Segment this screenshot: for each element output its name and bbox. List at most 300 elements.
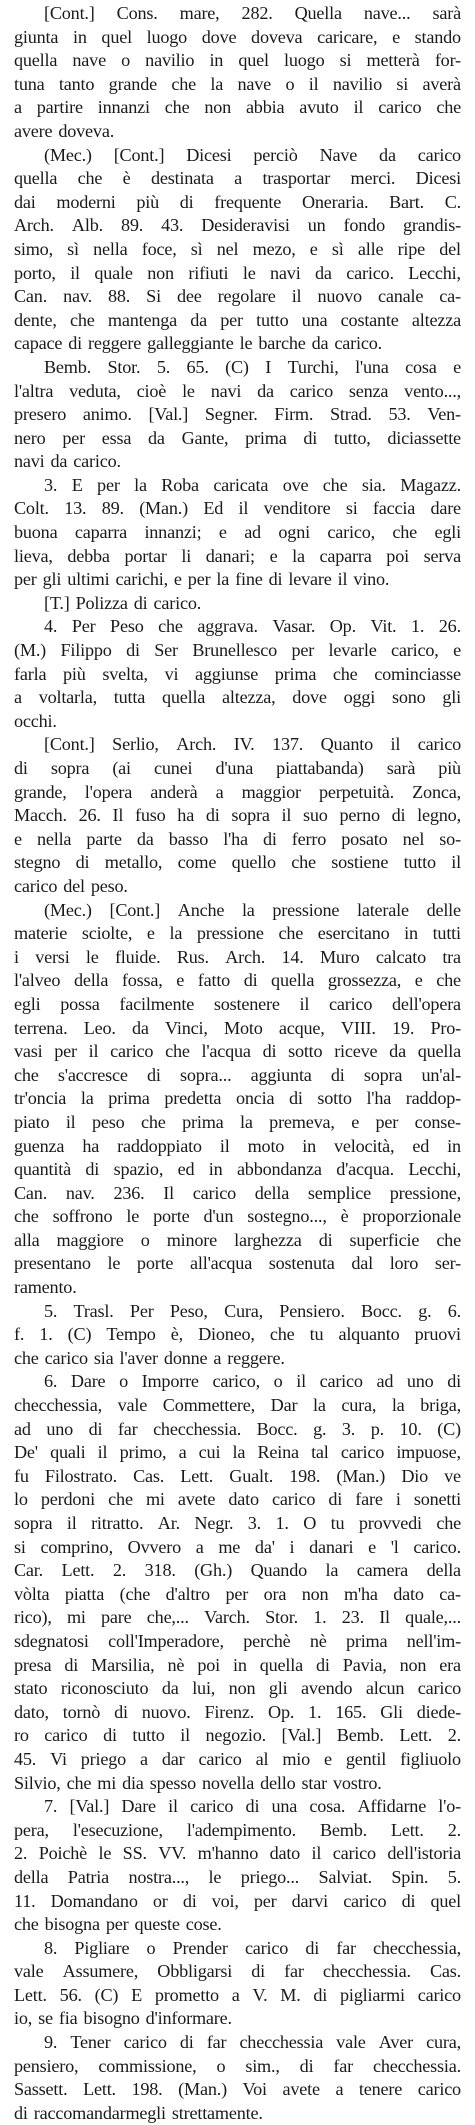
word: Zonca, [412, 781, 461, 802]
text-line [14, 1111, 461, 1135]
word: l'opera [84, 781, 133, 802]
word: di [64, 1654, 79, 1675]
word: carico [44, 1725, 88, 1746]
word: Stor. [107, 356, 141, 377]
word: Per [129, 1300, 154, 1321]
word: perchè [243, 1630, 291, 1651]
word: reggere. [227, 1347, 285, 1368]
word: (Mec.) [44, 899, 92, 920]
word: carico. [346, 262, 394, 283]
word: da [161, 1678, 179, 1699]
word: carico [319, 1371, 363, 1392]
word: bisogno [83, 2008, 140, 2029]
word: carico [417, 2079, 461, 2100]
word: Patria [67, 1866, 110, 1887]
word: novella [201, 1772, 255, 1793]
word: sciolte, [81, 923, 133, 944]
word: che [141, 1111, 166, 1132]
word: buona [14, 522, 58, 543]
word: Pensiero. [279, 1300, 345, 1321]
word: Arch. [14, 215, 54, 236]
text-line [14, 946, 461, 970]
word: Magazz. [400, 474, 461, 495]
word: Quando [250, 1560, 307, 1581]
word: che [14, 1347, 39, 1368]
word: tr'oncia [14, 1088, 67, 1109]
word: di [88, 1418, 103, 1439]
text-line [14, 474, 461, 498]
word: reggere [88, 333, 142, 354]
text-line [14, 1394, 461, 1418]
word: non [147, 262, 174, 283]
word: Lecchi, [408, 1159, 461, 1180]
word: pigliarmi [339, 1984, 405, 2005]
word: vale [336, 2032, 366, 2053]
word: nuovo. [141, 1701, 191, 1722]
word: nave... [363, 3, 411, 23]
word: costante [340, 309, 399, 330]
word: grande [108, 73, 157, 94]
word: Macch. [14, 805, 67, 826]
word: l'o- [438, 1796, 461, 1817]
word: o [273, 1371, 283, 1392]
word: l'aver [119, 1347, 158, 1368]
text-line [14, 1323, 461, 1347]
word: aggrava. [197, 616, 258, 637]
word: 236. [113, 1182, 145, 1203]
word: E [71, 474, 83, 495]
word: grossezza, [327, 970, 402, 991]
word: Segner. [204, 404, 258, 425]
word: cura, [341, 1395, 377, 1416]
word: cioè [136, 380, 167, 401]
word: 8. [44, 1937, 58, 1958]
word: Assumere, [62, 1961, 139, 1982]
word: Salviat. [318, 1866, 372, 1887]
word: sotto [317, 1088, 352, 1109]
word: Turchi, [287, 356, 339, 377]
word: raddop- [405, 1088, 461, 1109]
word: serva [423, 545, 461, 566]
word: e [453, 640, 461, 661]
word: donne [163, 1347, 208, 1368]
word: darvi [291, 1890, 329, 1911]
word: da [190, 309, 208, 330]
word: Il [163, 1182, 174, 1203]
word: strettamente. [171, 2102, 263, 2123]
word: carico. [153, 592, 202, 613]
word: Brunellesco [192, 640, 278, 661]
word: piatta [64, 1583, 105, 1604]
word: quella [417, 1041, 461, 1062]
word: Filippo [60, 640, 112, 661]
text-line [14, 1229, 461, 1253]
word: me [218, 1536, 241, 1557]
word: non [228, 1678, 256, 1699]
word: dar [161, 1748, 185, 1769]
word: per [97, 474, 120, 495]
word: e [324, 1748, 332, 1769]
word: avendo [301, 1678, 353, 1699]
word: da [50, 451, 68, 472]
word: pressione [272, 899, 340, 920]
word: che [171, 73, 196, 94]
word: che [164, 97, 190, 118]
word: per [62, 427, 85, 448]
word: carico. [73, 451, 121, 472]
word: far [284, 1961, 304, 1982]
word: per [225, 1583, 249, 1604]
word: il [97, 1442, 108, 1463]
word: gli [442, 687, 461, 708]
word: Si [146, 286, 161, 307]
word: uno [46, 1418, 74, 1439]
word: Il [379, 1607, 390, 1628]
word: di [68, 333, 83, 354]
word: Colt. [14, 498, 49, 519]
word: sopra [363, 1064, 403, 1085]
word: SS. [122, 1843, 147, 1864]
word: tutto, [333, 427, 371, 448]
text-line [14, 851, 461, 875]
word: 2. [447, 1725, 461, 1746]
word: portar [124, 545, 167, 566]
word: nave [237, 73, 272, 94]
word: moto [247, 1135, 285, 1156]
text-line [14, 545, 461, 569]
word: Arch. [225, 946, 266, 967]
text-line [14, 332, 461, 356]
word: in [302, 1135, 316, 1156]
word: sopra [14, 1513, 53, 1533]
word: prima [245, 427, 287, 448]
word: tutti [432, 923, 461, 944]
word: di [179, 2032, 194, 2053]
word: l'altra [14, 380, 54, 401]
word: e [269, 545, 278, 566]
word: e [218, 522, 227, 543]
word: le [242, 262, 256, 283]
word: carico [417, 1678, 461, 1699]
word: Anche [177, 899, 225, 920]
word: ro [14, 1725, 29, 1746]
word: perno [339, 805, 380, 826]
word: carico [272, 1489, 316, 1510]
word: Ed [203, 498, 224, 519]
word: avere [14, 120, 53, 141]
word: carico [123, 2032, 167, 2053]
word: nel [402, 828, 425, 849]
word: Voi [242, 2079, 267, 2100]
text-line [14, 1866, 461, 1890]
word: dia [122, 1772, 144, 1793]
word: di [103, 1725, 117, 1746]
word: d'una [215, 758, 254, 778]
word: ad [376, 1371, 394, 1392]
word: Firm. [274, 404, 314, 425]
word: Per [71, 616, 96, 637]
word: che [77, 168, 103, 189]
word: Serlio, [112, 734, 159, 755]
word: e [173, 569, 182, 590]
word: cominciasse [374, 663, 461, 684]
word: come [177, 852, 217, 873]
word: e [146, 923, 155, 944]
word: a [215, 781, 224, 802]
word: guenza [14, 1135, 65, 1156]
word: 2. [447, 1819, 461, 1840]
word: il [296, 1371, 306, 1392]
word: E [131, 1984, 143, 2005]
word: in [72, 26, 87, 47]
word: per [187, 569, 211, 590]
word: Can. [14, 286, 48, 307]
word: da [136, 828, 154, 849]
word: Arch. [176, 734, 217, 755]
word: tu [309, 1324, 324, 1345]
word: s'accresce [57, 1064, 128, 1085]
word: Polizza [75, 592, 128, 613]
word: farla [14, 663, 47, 684]
text-line [14, 191, 461, 215]
word: so- [439, 828, 461, 849]
word: un'al- [421, 1064, 461, 1085]
word: di [179, 191, 194, 212]
word: bisogna [44, 1914, 100, 1935]
word: legno, [417, 805, 461, 826]
word: della [254, 1182, 290, 1203]
word: sotto [288, 1041, 323, 1062]
word: Varch. [204, 1607, 250, 1628]
word: che [158, 616, 183, 637]
word: laterale [356, 899, 409, 920]
word: oggi [343, 687, 376, 708]
word: sopra [231, 805, 270, 826]
text-line [14, 1984, 461, 2008]
word: 1. [275, 1513, 289, 1533]
word: IV. [233, 734, 255, 755]
word: Pro- [430, 1017, 461, 1038]
word: quale [94, 262, 133, 283]
word: piato [14, 1111, 50, 1132]
word: Oneraria. [301, 191, 369, 212]
word: avuto [299, 97, 339, 118]
word: 89. [101, 498, 124, 519]
word: di [391, 805, 406, 826]
word: loro [389, 1253, 419, 1274]
word: o [146, 1937, 156, 1958]
word: averà [422, 73, 461, 94]
word: fia [58, 2008, 78, 2029]
word: fossa, [121, 970, 163, 991]
word: carichi, [115, 569, 168, 590]
word: 56. [59, 1984, 82, 2005]
word: la [210, 73, 224, 94]
word: di [268, 569, 283, 590]
word: i [289, 1536, 295, 1557]
word: 1. [39, 1324, 53, 1345]
word: tu [330, 1513, 345, 1533]
word: ser- [434, 1253, 461, 1274]
word: levarle [328, 640, 377, 661]
text-line [14, 96, 461, 120]
word: riconosciuto [60, 1678, 149, 1699]
word: 3. [247, 1513, 262, 1533]
word: 65. [186, 356, 209, 377]
word: nell'im- [406, 1630, 461, 1651]
word: ha [82, 1135, 100, 1156]
word: Strad. [329, 404, 372, 425]
word: o [119, 1371, 128, 1392]
text-line [14, 144, 461, 168]
word: f. [14, 1324, 25, 1345]
word: dell'istoria [387, 1843, 461, 1864]
word: spesso [149, 1772, 196, 1793]
word: g. [313, 1418, 327, 1439]
word: checchessia. [372, 2055, 461, 2076]
word: una [271, 1796, 298, 1817]
word: Lecchi, [408, 262, 461, 283]
word: di [328, 1489, 343, 1510]
word: Quanto [320, 734, 373, 755]
word: nero [14, 427, 46, 448]
word: foce, [141, 238, 177, 259]
word: lieva, [14, 545, 53, 566]
word: delle [426, 899, 461, 920]
text-line [14, 49, 461, 73]
word: di [299, 2055, 314, 2076]
word: avete [177, 1489, 216, 1510]
text-line [14, 1772, 461, 1796]
text-line [14, 875, 461, 899]
text-line [14, 403, 461, 427]
word: fu [14, 1465, 29, 1486]
word: mi [66, 1607, 86, 1628]
word: si [339, 50, 352, 71]
word: calcato [375, 946, 426, 967]
word: il [311, 1843, 322, 1864]
word: Dio [401, 1465, 428, 1486]
word: carico. [413, 1536, 461, 1557]
word: quella [14, 50, 58, 71]
word: Il [112, 805, 124, 826]
word: carico [198, 1748, 242, 1769]
word: raddoppiato [117, 1135, 202, 1156]
word: di [305, 1937, 320, 1958]
word: che [108, 1489, 133, 1510]
word: uno [406, 1371, 434, 1392]
word: Pavia, [342, 1654, 387, 1675]
word: 'l [390, 1536, 399, 1557]
word: checchessia, [14, 1395, 102, 1416]
word: carico [44, 1347, 88, 1368]
word: abbia [245, 97, 285, 118]
word: piattabanda) [276, 758, 364, 778]
text-line [14, 1795, 461, 1819]
word: Dar [270, 1395, 298, 1416]
word: Ar. [157, 1513, 180, 1533]
word: possa [60, 993, 100, 1014]
word: presa [14, 1654, 52, 1675]
word: la [216, 569, 230, 590]
word: 5. [156, 356, 171, 377]
word: o [121, 50, 131, 71]
word: priego... [240, 1866, 300, 1887]
word: ca- [439, 286, 461, 307]
word: e [176, 970, 185, 991]
word: nave [72, 50, 106, 71]
word: dare [430, 498, 461, 519]
text-line [14, 969, 461, 993]
word: il [168, 1796, 178, 1817]
word: danari [309, 1536, 354, 1557]
word: regolare [217, 286, 276, 307]
word: sdegnatosi [14, 1630, 89, 1651]
word: m'ha [343, 1583, 378, 1604]
word: (C) [437, 1418, 461, 1439]
word: dato, [14, 1701, 49, 1722]
text-line [14, 663, 461, 687]
word: Spin. [391, 1866, 429, 1887]
word: l'ha [366, 1088, 392, 1109]
word: di [114, 1701, 128, 1722]
word: predetta [164, 1088, 222, 1109]
text-line [14, 262, 461, 286]
word: luogo [146, 26, 188, 47]
text-line [14, 1819, 461, 1843]
word: 282. [241, 3, 273, 23]
word: vale [14, 1961, 44, 1982]
word: Alb. [71, 215, 103, 236]
word: sì [190, 238, 203, 259]
word: levare [288, 569, 332, 590]
word: prima [345, 1630, 388, 1651]
text-line [14, 1890, 461, 1914]
word: perdoni [40, 1489, 96, 1510]
word: Ven- [427, 404, 461, 425]
word: la [325, 1560, 339, 1581]
text-line [14, 1064, 461, 1088]
word: presentano [14, 1253, 91, 1274]
word: commissione, [98, 2055, 197, 2076]
text-line [14, 615, 461, 639]
word: a [234, 168, 243, 189]
word: fuso [135, 805, 166, 826]
word: sostegno..., [247, 1206, 327, 1227]
text-line [14, 497, 461, 521]
word: Lett. [390, 1819, 424, 1840]
word: Negr. [194, 1513, 234, 1533]
word: g. [418, 1300, 432, 1321]
word: di [262, 1041, 277, 1062]
text-line [14, 1418, 461, 1442]
word: simo, [14, 238, 53, 259]
word: egli [434, 522, 461, 543]
word: vòlta [14, 1583, 50, 1604]
word: carico [332, 1843, 376, 1864]
word: pera, [14, 1819, 49, 1840]
word: e [351, 1111, 360, 1132]
text-line [14, 1842, 461, 1866]
word: carico [417, 734, 461, 755]
word: e [392, 26, 400, 47]
word: da [311, 333, 329, 354]
word: a [14, 97, 22, 118]
word: rifiuti [188, 262, 229, 283]
word: innanzi; [144, 522, 202, 543]
word: che [436, 970, 461, 991]
word: di [316, 1654, 330, 1675]
